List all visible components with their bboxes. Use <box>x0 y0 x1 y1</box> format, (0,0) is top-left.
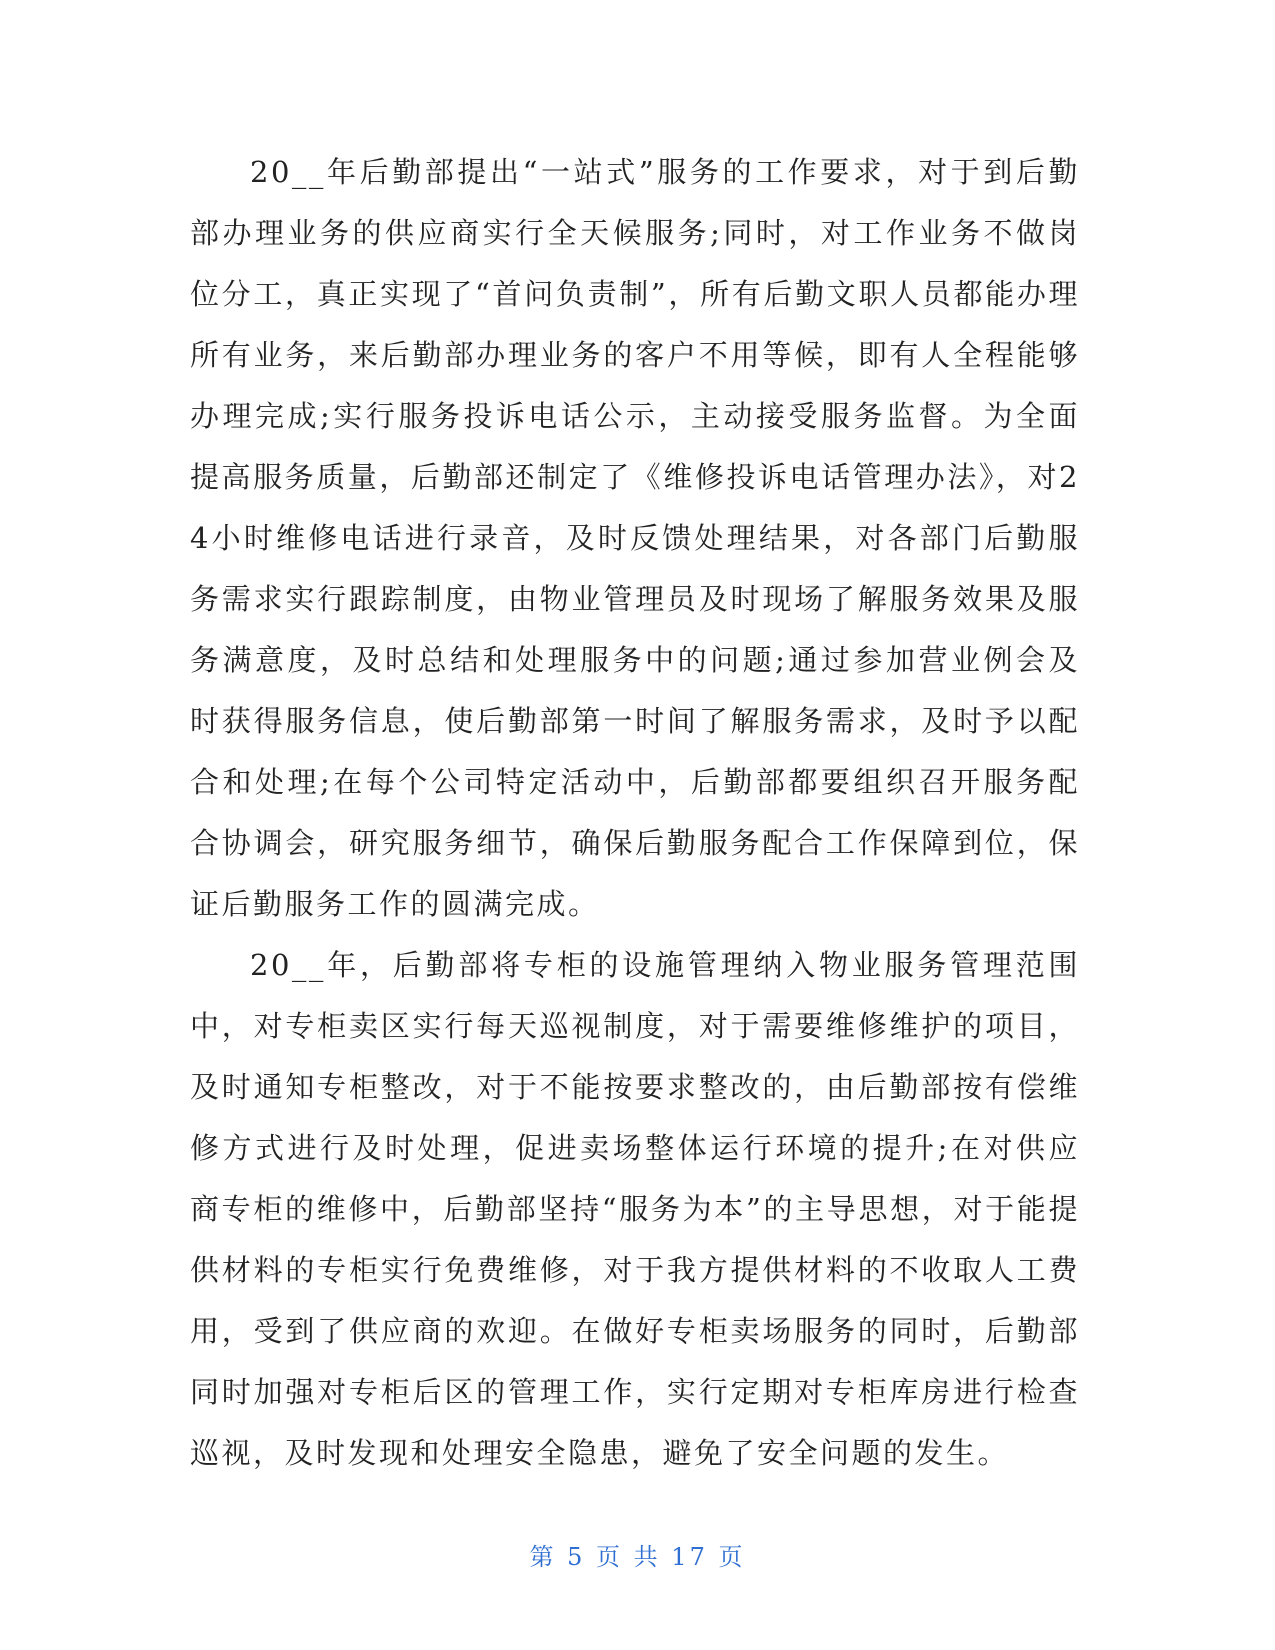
page-footer <box>0 1537 1275 1572</box>
paragraph-1: 20__年后勤部提出“一站式”服务的工作要求，对于到后勤部办理业务的供应商实行全天候服务;同时，对工作业务不做岗位分工，真正实现了“首问负责制”，所有后勤文职人员都能办理所有业务，来后勤部办理业务的客户不用等候，即有人全程能够办理完成;实行服务投诉电话公示，主动接受服务监督。为全面提高服务质量，后勤部还制定了《维修投诉电话管理办法》，对24小时维修电话进行录音，及时反馈处理结果，对各部门后勤服务需求实行跟踪制度，由物业管理员及时现场了解服务效果及服务满意度，及时总结和处理服务中的问题;通过参加营业例会及时获得服务信息，使后勤部第一时间了解服务需求，及时予以配合和处理;在每个公司特定活动中，后勤部都要组织召开服务配合协调会，研究服务细节，确保后勤服务配合工作保障到位，保证后勤服务工作的圆满完成。 <box>190 155 1080 921</box>
paragraph-2: 20__年，后勤部将专柜的设施管理纳入物业服务管理范围中，对专柜卖区实行每天巡视制度，对于需要维修维护的项目，及时通知专柜整改，对于不能按要求整改的，由后勤部按有偿维修方式进行及时处理，促进卖场整体运行环境的提升;在对供应商专柜的维修中，后勤部坚持“服务为本”的主导思想，对于能提供材料的专柜实行免费维修，对于我方提供材料的不收取人工费用，受到了供应商的欢迎。在做好专柜卖场服务的同时，后勤部同时加强对专柜后区的管理工作，实行定期对专柜库房进行检查巡视，及时发现和处理安全隐患，避免了安全问题的发生。 <box>190 948 1080 1470</box>
page-number: 第 5 页 共 17 页 <box>529 1543 746 1571</box>
document-body <box>190 142 1080 1484</box>
